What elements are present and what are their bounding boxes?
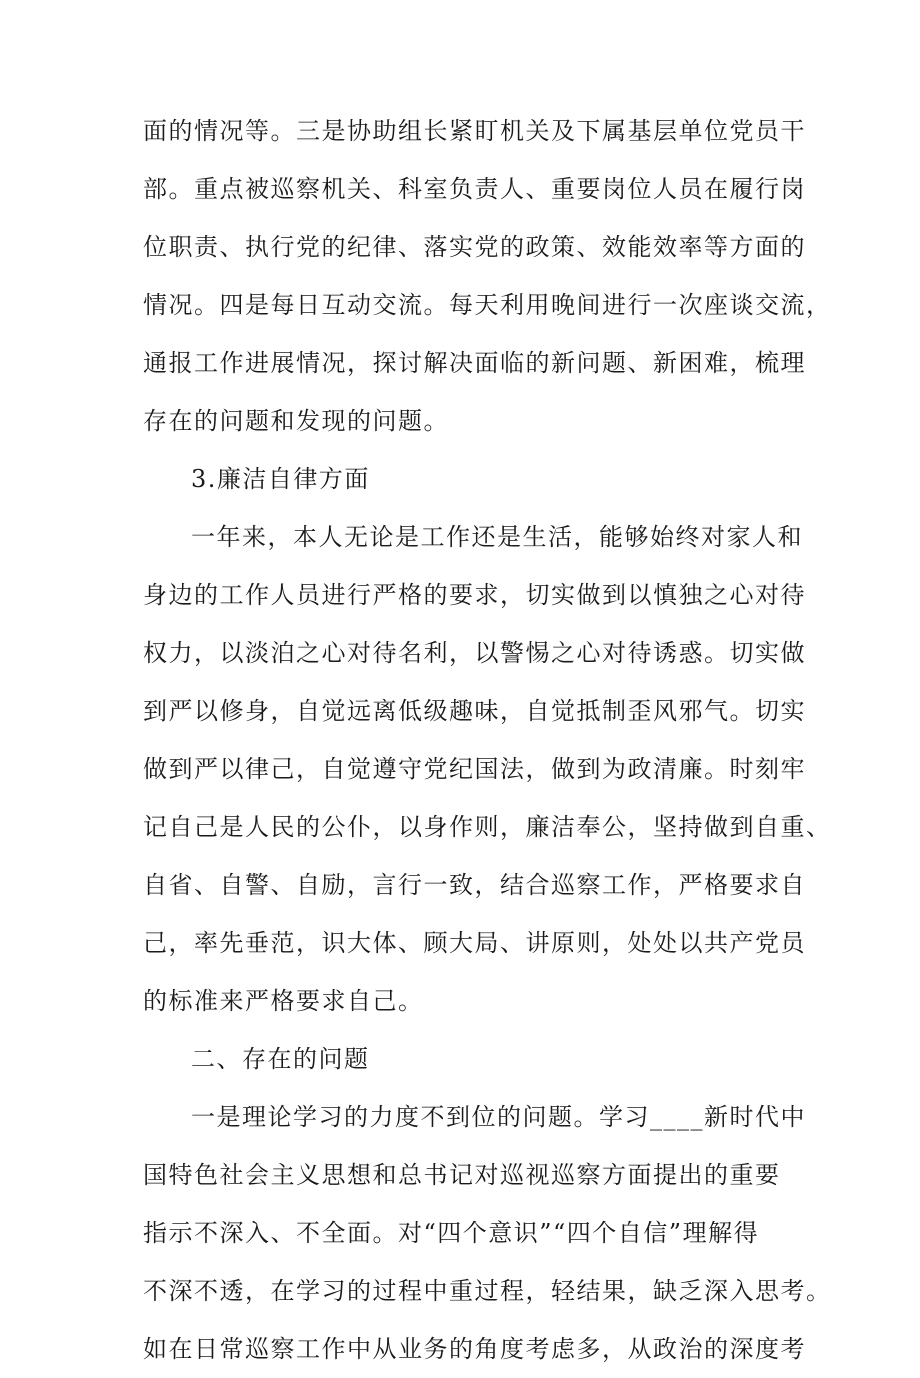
body-line: 做到严以律己，自觉遵守党纪国法，做到为政清廉。时刻牢 [143,755,806,783]
body-line: 到严以修身，自觉远离低级趣味，自觉抵制歪风邪气。切实 [143,697,806,725]
body-line: 的标准来严格要求自己。 [143,987,424,1015]
paragraph-first-line: 一年来，本人无论是工作还是生活，能够始终对家人和 [191,523,803,551]
body-line: 记自己是人民的公仆，以身作则，廉洁奉公，坚持做到自重、 [143,813,832,841]
body-line: 己，率先垂范，识大体、顾大局、讲原则，处处以共产党员 [143,929,806,957]
body-line: 位职责、执行党的纪律、落实党的政策、效能效率等方面的 [143,233,806,261]
paragraph-first-line: 一是理论学习的力度不到位的问题。学习____新时代中 [191,1103,806,1131]
body-line: 部。重点被巡察机关、科室负责人、重要岗位人员在履行岗 [143,175,806,203]
body-line: 自省、自警、自励，言行一致，结合巡察工作，严格要求自 [143,871,806,899]
body-line: 如在日常巡察工作中从业务的角度考虑多，从政治的深度考 [143,1335,806,1363]
section-heading: 二、存在的问题 [191,1045,370,1073]
body-line: 情况。四是每日互动交流。每天利用晚间进行一次座谈交流， [143,291,832,319]
body-line: 权力，以淡泊之心对待名利，以警惕之心对待诱惑。切实做 [143,639,806,667]
body-line: 指示不深入、不全面。对“四个意识”“四个自信”理解得 [143,1219,760,1247]
section-heading: 3.廉洁自律方面 [191,465,370,493]
document-body [143,102,832,1378]
body-line: 面的情况等。三是协助组长紧盯机关及下属基层单位党员干 [143,117,806,145]
body-line: 存在的问题和发现的问题。 [143,407,449,435]
body-line: 不深不透，在学习的过程中重过程，轻结果，缺乏深入思考。 [143,1277,832,1305]
body-line: 国特色社会主义思想和总书记对巡视巡察方面提出的重要 [143,1161,781,1189]
body-line: 通报工作进展情况，探讨解决面临的新问题、新困难，梳理 [143,349,806,377]
body-line: 身边的工作人员进行严格的要求，切实做到以慎独之心对待 [143,581,806,609]
